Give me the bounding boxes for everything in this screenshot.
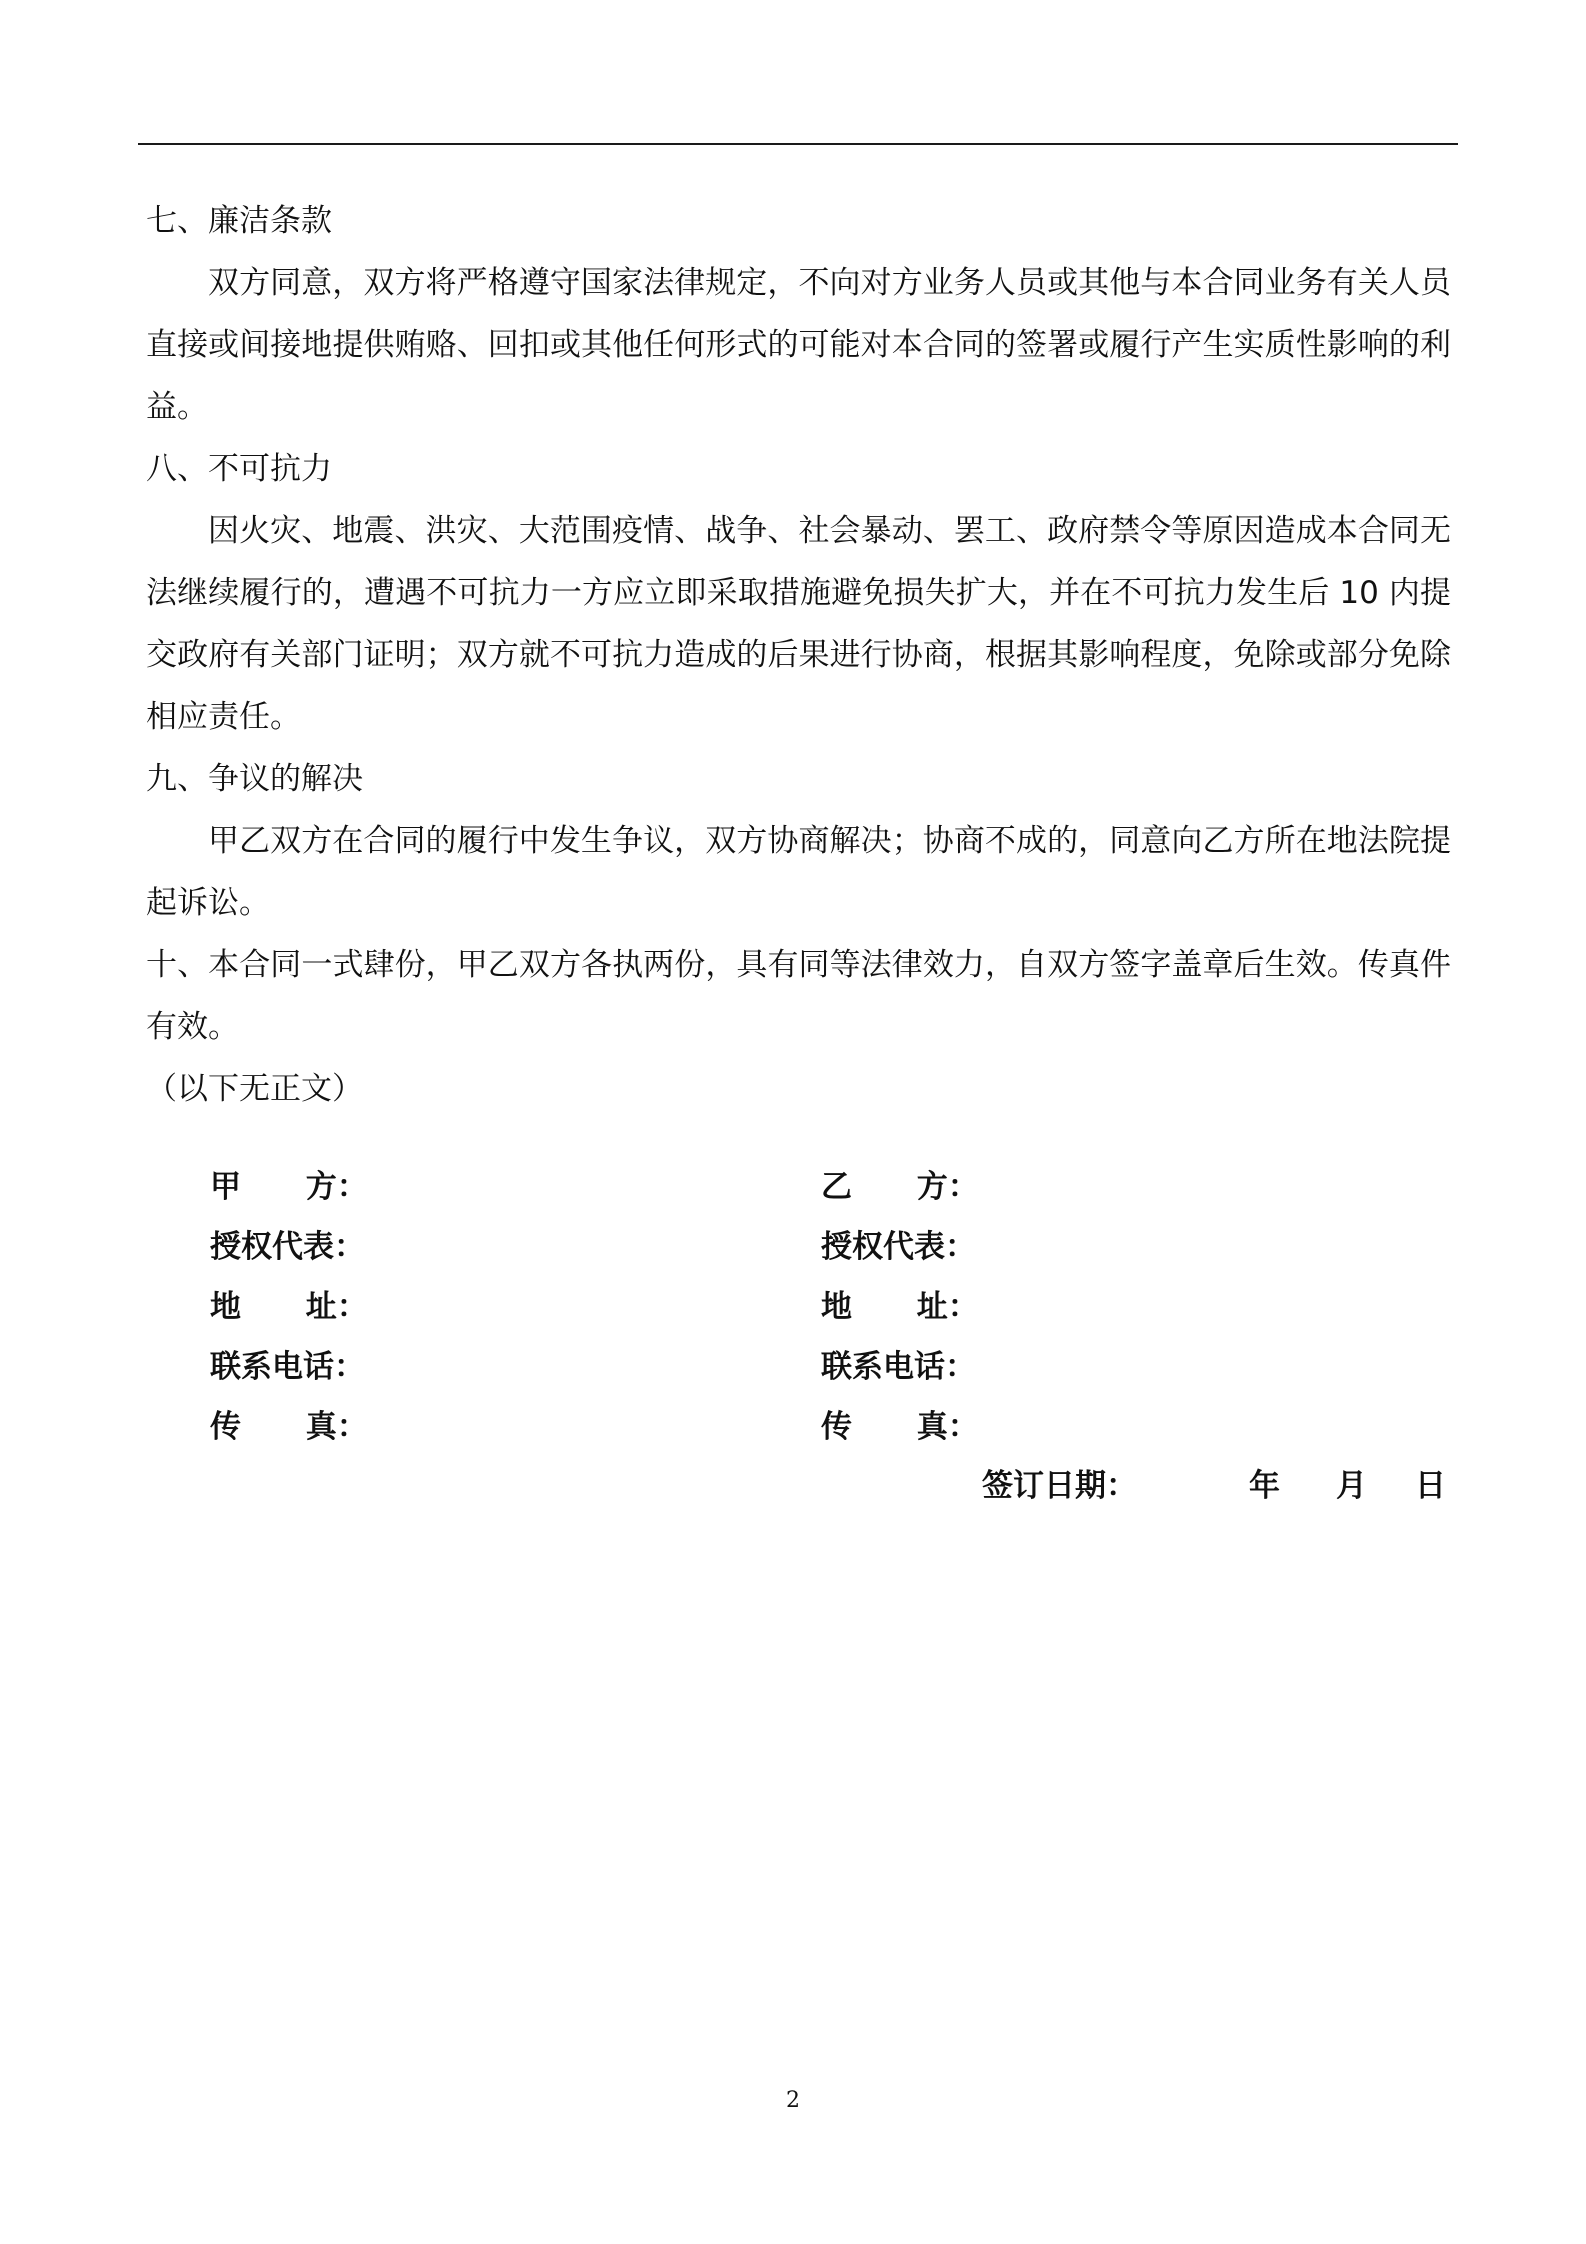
section-heading-integrity: 七、廉洁条款 <box>146 203 332 239</box>
party-b-fax-label: 传 真： <box>821 1408 979 1445</box>
signature-row <box>210 1273 1460 1333</box>
page-number: 2 <box>786 2088 800 2113</box>
no-further-text: （以下无正文） <box>146 1071 363 1107</box>
signature-row <box>210 1153 1460 1213</box>
contract-body <box>146 190 1451 1120</box>
party-b-phone-label: 联系电话： <box>821 1348 976 1385</box>
party-b-address-label: 地 址： <box>821 1288 979 1325</box>
signing-date-month: 月 <box>1336 1468 1367 1504</box>
party-b-label: 乙 方： <box>821 1168 979 1205</box>
section-heading-force-majeure: 八、不可抗力 <box>146 451 332 487</box>
party-a-fax-label: 传 真： <box>210 1408 368 1445</box>
signing-date-year: 年 <box>1249 1468 1280 1504</box>
section-heading-dispute: 九、争议的解决 <box>146 761 363 797</box>
party-a-phone-label: 联系电话： <box>210 1348 365 1385</box>
signature-row <box>210 1333 1460 1393</box>
party-a-label: 甲 方： <box>210 1168 368 1205</box>
signing-date-day: 日 <box>1415 1468 1446 1504</box>
header-rule <box>138 143 1458 145</box>
section-body-integrity: 双方同意，双方将严格遵守国家法律规定，不向对方业务人员或其他与本合同业务有关人员直接或间接地提供贿赂、回扣或其他任何形式的可能对本合同的签署或履行产生实质性影响的利益。 <box>146 265 1451 425</box>
signature-row <box>210 1213 1460 1273</box>
signing-date <box>982 1460 1446 1505</box>
section-body-dispute: 甲乙双方在合同的履行中发生争议，双方协商解决；协商不成的，同意向乙方所在地法院提起诉讼。 <box>146 823 1451 921</box>
signature-block <box>210 1153 1460 1453</box>
clause-ten: 十、本合同一式肆份，甲乙双方各执两份，具有同等法律效力，自双方签字盖章后生效。传真件有效。 <box>146 947 1451 1045</box>
party-b-representative-label: 授权代表： <box>821 1228 976 1265</box>
section-body-force-majeure: 因火灾、地震、洪灾、大范围疫情、战争、社会暴动、罢工、政府禁令等原因造成本合同无法继续履行的，遭遇不可抗力一方应立即采取措施避免损失扩大，并在不可抗力发生后 10 内提交政府有关部门证明；双方就不可抗力造成的后果进行协商，根据其影响程度，免除或部分免除相应责任。 <box>146 513 1451 735</box>
party-a-representative-label: 授权代表： <box>210 1228 365 1265</box>
party-a-address-label: 地 址： <box>210 1288 368 1325</box>
signature-row <box>210 1393 1460 1453</box>
signing-date-label: 签订日期： <box>982 1468 1137 1504</box>
